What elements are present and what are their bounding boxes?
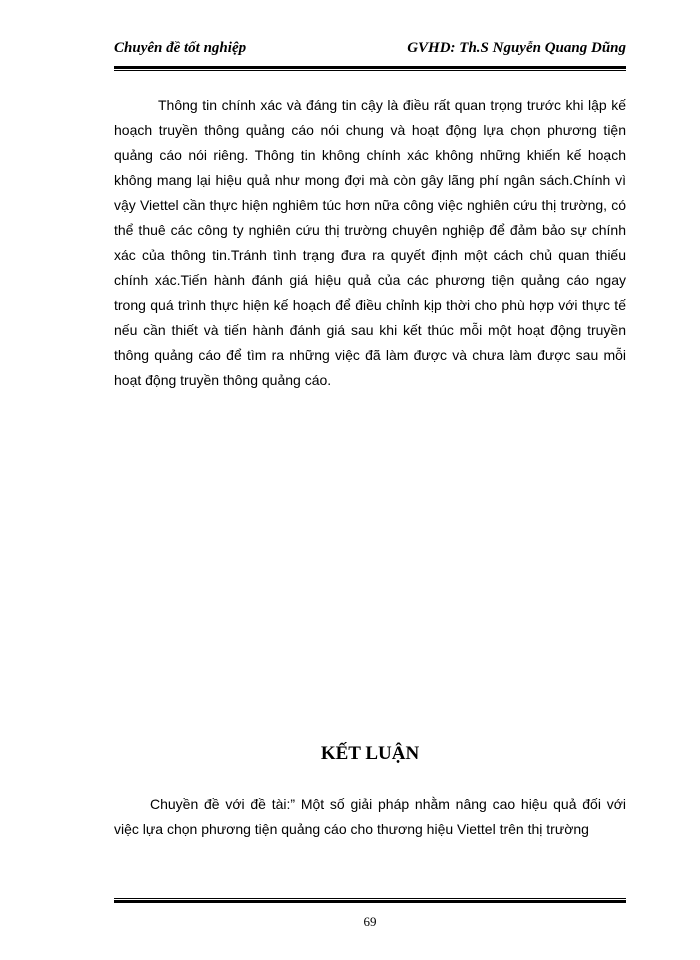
body-paragraph-2: Chuyền đề với đề tài:” Một số giải pháp nhằm nâng cao hiệu quả đối với việc lựa chọn phương tiện quảng cáo cho thương hiệu Viettel trên thị trường [114,796,626,837]
header-supervisor: GVHD: Th.S Nguyễn Quang Dũng [407,40,626,56]
header-divider [114,66,626,71]
body-paragraph-1: Thông tin chính xác và đáng tin cậy là điều rất quan trọng trước khi lập kế hoạch truyền thông quảng cáo nói chung và hoạt động lựa chọn phương tiện quảng cáo nói riêng. Thông tin không chính xác không những khiến kế hoạch không mang lại hiệu quả như mong đợi mà còn gây lãng phí ngân sách.Chính vì vậy Viettel cần thực hiện nghiêm túc hơn nữa công việc nghiên cứu thị trường, có thể thuê các công ty nghiên cứu thị trường chuyên nghiệp để đảm bảo sự chính xác của thông tin.Tránh tình trạng đưa ra quyết định một cách chủ quan thiếu chính xác.Tiến hành đánh giá hiệu quả của các phương tiện quảng cáo ngay trong quá trình thực hiện kế hoạch để điều chỉnh kịp thời cho phù hợp với thực tế nếu cần thiết và tiến hành đánh giá sau khi kết thúc mỗi một hoạt động truyền thông quảng cáo để tìm ra những việc đã làm được và chưa làm được sau mỗi hoạt động truyền thông quảng cáo. [114,97,626,388]
section-heading-conclusion: KẾT LUẬN [320,743,420,764]
page-header [114,40,626,62]
body-paragraph-1-container [114,93,626,393]
footer-divider [114,898,626,903]
header-document-title: Chuyên đề tốt nghiệp [114,40,247,56]
page-number: 69 [363,914,377,929]
body-paragraph-2-container [114,792,626,842]
